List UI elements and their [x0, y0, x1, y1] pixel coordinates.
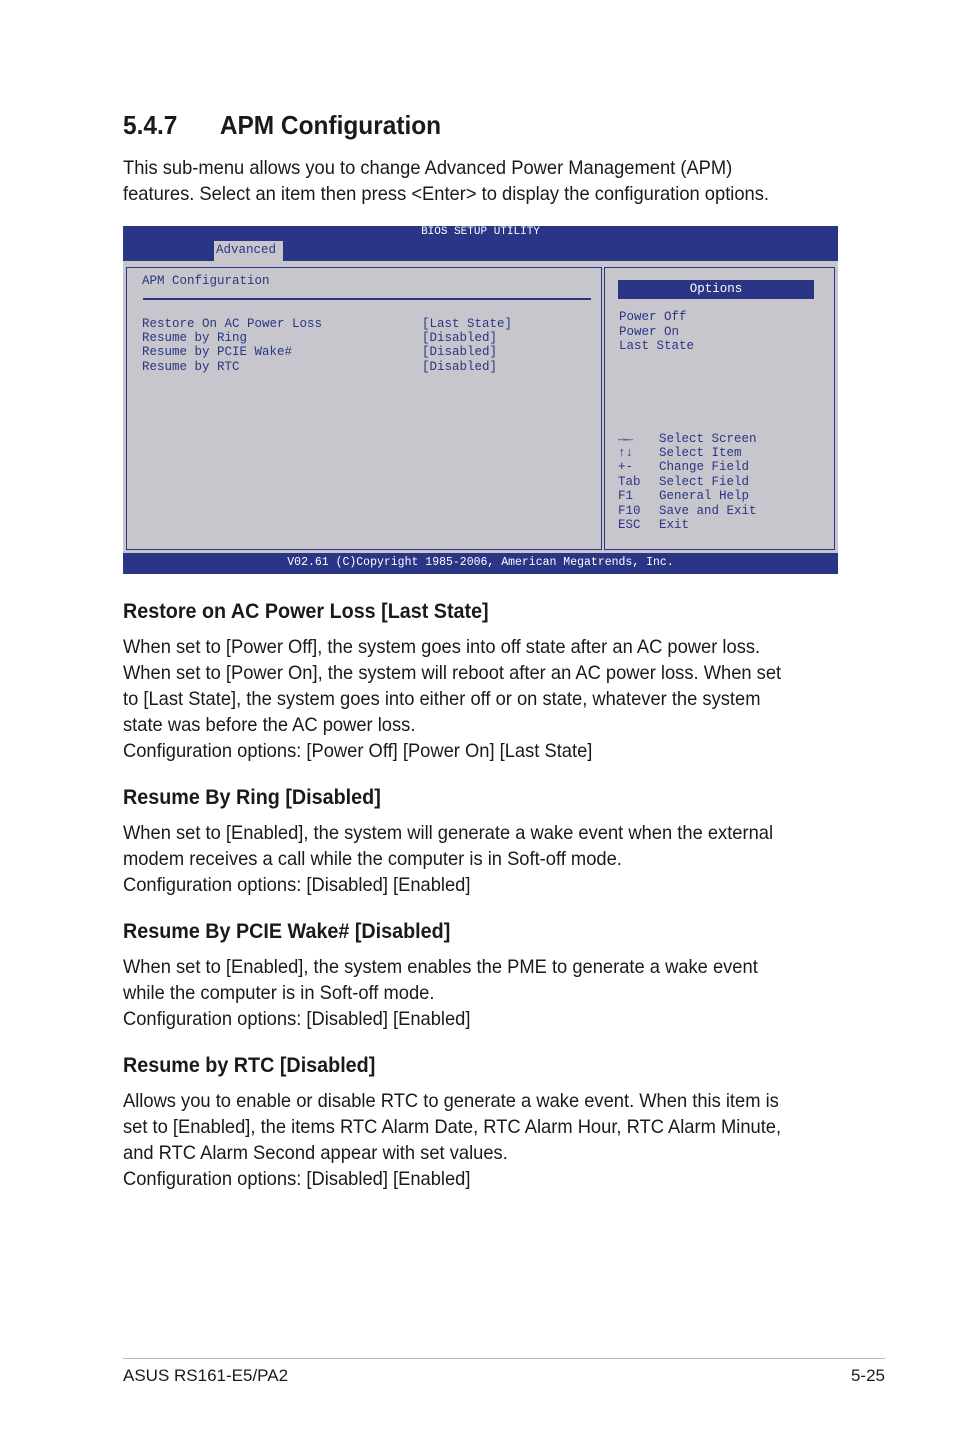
subsection-body-resume-ring: [123, 820, 800, 898]
bios-item-restore-ac-label[interactable]: Restore On AC Power Loss: [142, 317, 323, 331]
body-line: state was before the AC power loss.: [123, 714, 416, 736]
key-name: +-: [618, 460, 634, 474]
key-desc: Select Screen: [659, 432, 757, 446]
bios-screen: [123, 226, 838, 574]
bios-item-resume-pcie-label[interactable]: Resume by PCIE Wake#: [142, 345, 293, 359]
bios-item-resume-ring-value[interactable]: [Disabled]: [422, 331, 498, 345]
subsection-heading-resume-rtc: Resume by RTC [Disabled]: [123, 1054, 376, 1077]
key-desc: Change Field: [659, 460, 750, 474]
body-line: When set to [Enabled], the system enables the PME to generate a wake event: [123, 956, 758, 978]
key-name: ESC: [618, 518, 641, 532]
footer-product: ASUS RS161-E5/PA2: [123, 1366, 289, 1385]
option-item[interactable]: Power On: [619, 325, 680, 339]
key-name: F1: [618, 489, 634, 503]
subsection-body-resume-pcie: [123, 954, 800, 1032]
body-line: Configuration options: [Disabled] [Enabled]: [123, 874, 471, 896]
bios-item-restore-ac-value[interactable]: [Last State]: [422, 317, 513, 331]
body-line: When set to [Enabled], the system will generate a wake event when the external: [123, 822, 774, 844]
body-line: modem receives a call while the computer is in Soft-off mode.: [123, 848, 622, 870]
section-number: 5.4.7: [123, 110, 178, 140]
section-title: [123, 110, 441, 141]
bios-main-panel: [126, 267, 602, 550]
bios-item-resume-rtc-label[interactable]: Resume by RTC: [142, 360, 240, 374]
bios-title: BIOS SETUP UTILITY: [421, 226, 540, 238]
section-title-text: APM Configuration: [219, 110, 442, 140]
key-desc: Save and Exit: [659, 504, 757, 518]
key-desc: Select Field: [659, 475, 750, 489]
body-line: and RTC Alarm Second appear with set values.: [123, 1142, 508, 1164]
intro-paragraph: [123, 155, 800, 207]
subsection-body-resume-rtc: [123, 1088, 800, 1192]
body-line: When set to [Power On], the system will reboot after an AC power loss. When set: [123, 662, 782, 684]
subsection-heading-resume-pcie: Resume By PCIE Wake# [Disabled]: [123, 920, 451, 943]
subsection-heading-restore-ac: Restore on AC Power Loss [Last State]: [123, 600, 489, 623]
intro-line: This sub-menu allows you to change Advanced Power Management (APM): [123, 157, 733, 179]
body-line: Configuration options: [Disabled] [Enabled]: [123, 1168, 471, 1190]
bios-item-resume-rtc-value[interactable]: [Disabled]: [422, 360, 498, 374]
key-desc: General Help: [659, 489, 750, 503]
intro-line: features. Select an item then press <Enter> to display the configuration options.: [123, 183, 770, 205]
bios-footer: V02.61 (C)Copyright 1985-2006, American Megatrends, Inc.: [123, 553, 838, 574]
body-line: to [Last State], the system goes into either off or on state, whatever the system: [123, 688, 761, 710]
panel-divider: [143, 298, 591, 300]
option-item[interactable]: Power Off: [619, 310, 687, 324]
key-name: Tab: [618, 475, 641, 489]
subsection-body-restore-ac: [123, 634, 800, 764]
options-header: Options: [618, 280, 814, 299]
bios-item-resume-pcie-value[interactable]: [Disabled]: [422, 345, 498, 359]
body-line: Allows you to enable or disable RTC to generate a wake event. When this item is: [123, 1090, 779, 1112]
body-line: while the computer is in Soft-off mode.: [123, 982, 435, 1004]
body-line: When set to [Power Off], the system goes into off state after an AC power loss.: [123, 636, 761, 658]
body-line: Configuration options: [Disabled] [Enabled]: [123, 1008, 471, 1030]
key-name: →←: [618, 432, 634, 446]
body-line: set to [Enabled], the items RTC Alarm Date, RTC Alarm Hour, RTC Alarm Minute,: [123, 1116, 782, 1138]
key-name: F10: [618, 504, 641, 518]
panel-title: APM Configuration: [142, 274, 270, 288]
bios-help-panel: [604, 267, 835, 550]
footer-rule: [123, 1358, 885, 1359]
bios-item-resume-ring-label[interactable]: Resume by Ring: [142, 331, 248, 345]
tab-advanced[interactable]: Advanced: [214, 241, 283, 261]
key-desc: Select Item: [659, 446, 742, 460]
body-line: Configuration options: [Power Off] [Power On] [Last State]: [123, 740, 593, 762]
key-desc: Exit: [659, 518, 690, 532]
footer-page-number: 5-25: [850, 1366, 885, 1385]
option-item[interactable]: Last State: [619, 339, 695, 353]
subsection-heading-resume-ring: Resume By Ring [Disabled]: [123, 786, 381, 809]
key-name: ↑↓: [618, 446, 634, 460]
